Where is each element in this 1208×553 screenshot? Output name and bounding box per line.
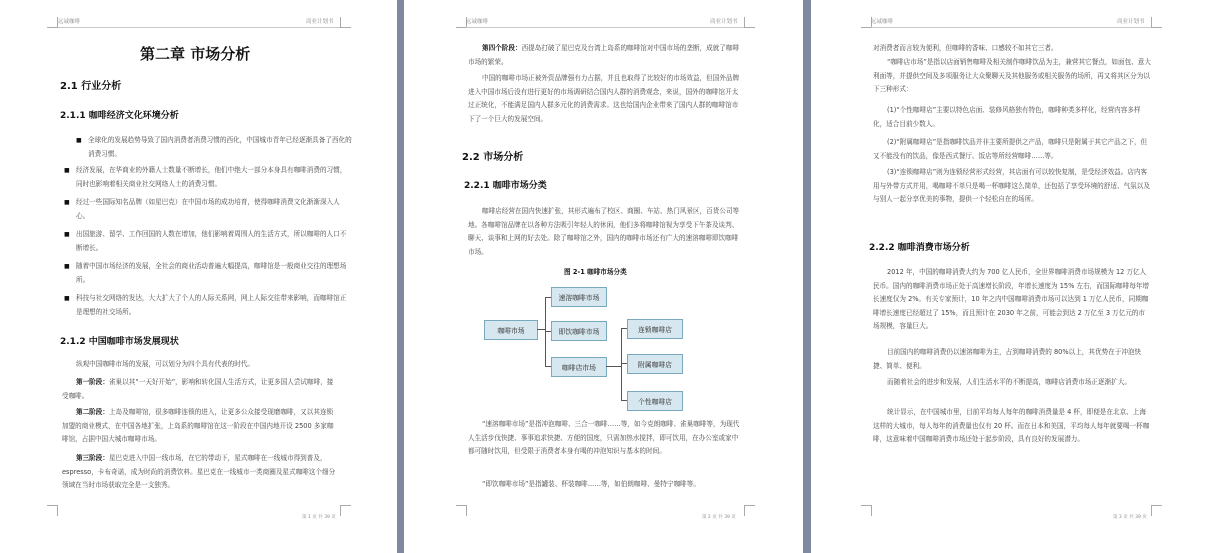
page-header-left: 远诚咖啡 — [466, 19, 489, 25]
paragraph: 而随着社会的进步和发展，人们生活水平的不断提高，咖啡店消费市场正逐渐扩大。 — [887, 378, 1131, 386]
crop-mark — [861, 505, 872, 516]
subsection-heading: 2.2.1 咖啡市场分类 — [464, 181, 547, 191]
list-item: (1)“个性咖啡店”主要以特色店面、装修风格独有特色，咖啡种类多样化，经营内容多样化，适合目前少数人。 — [873, 106, 1141, 128]
crop-mark — [47, 17, 58, 28]
header-rule — [58, 27, 340, 28]
subsection-heading: 2.2.2 咖啡消费市场分析 — [869, 243, 970, 253]
document-page-2[interactable] — [404, 0, 803, 553]
page-gap — [397, 0, 404, 553]
header-rule — [871, 27, 1151, 28]
paragraph — [62, 452, 338, 493]
crop-mark — [340, 505, 351, 516]
page-header-left: 远诚咖啡 — [58, 19, 81, 25]
chapter-title: 第二章 市场分析 — [140, 45, 251, 63]
stage-label: 第四个阶段： — [482, 44, 522, 52]
diagram-node-independent: 个性咖啡店 — [627, 391, 683, 411]
page-footer: 第 3 页 共 39 页 — [1113, 515, 1147, 520]
section-heading: 2.2 市场分析 — [462, 152, 524, 163]
stage-text: 星巴克进入中国一线市场，在它的带动下，星式咖啡在一线城市得到普及，espresso，卡布奇诺，成为时尚的消费饮料。星巴克在一线城市一类商圈及星式咖啡这个细分领域在当时市场获取完全是一支独秀。 — [62, 454, 336, 490]
paragraph: “即饮咖啡市场”是指罐装、杯装咖啡……等，如伯朗咖啡、曼特宁咖啡等。 — [482, 480, 700, 488]
paragraph: 纵观中国咖啡市场的发展，可以划分为四个具有代表的时代。 — [76, 360, 255, 368]
paragraph: 统计显示，在中国城市里，目前平均每人每年的咖啡消费量是 4 杯，即便是在北京、上海这样的大城市，每人每年的消费量也仅有 20 杯。而在日本和美国，平均每人每年就要喝一杯咖啡，这意味着中国咖啡消费市场还处于起步阶段，具有良好的发展潜力。 — [873, 408, 1150, 444]
paragraph: “速溶咖啡市场”是指冲泡咖啡、三合一咖啡……等，如今克朗咖啡、雀巢咖啡等，为现代人生活步伐快捷、事事追求快捷、方便的国度，只需加热水搅拌，即可饮用，在办公室或家中都可随时饮用，但受限于消费者本身有喝的冲泡知识与基本的时间。 — [468, 420, 740, 456]
paragraph: 对消费者而言较为便利，但咖啡的香味、口感较不如其它三者。 — [873, 44, 1058, 52]
page-header-left: 远诚咖啡 — [871, 19, 894, 25]
figure-caption: 图 2-1 咖啡市场分类 — [564, 268, 627, 276]
crop-mark — [47, 505, 58, 516]
crop-mark — [744, 505, 755, 516]
paragraph: 2012 年，中国的咖啡消费大约为 700 亿人民币，全世界咖啡消费市场规模为 12 万亿人民币。国内的咖啡消费市场正处于高速增长阶段，年增长速度为 15% 左右，而国际咖啡每年增长速度仅为 2%。有关专家预计，10 年之内中国咖啡消费市场可以达到 1 万亿人民币，同期咖啡增长速度已经超过了 15%，而且预计在 2030 年之前，可能会到达 2 万亿至 3 万亿元的市场规模，容量巨大。 — [873, 268, 1150, 331]
diagram-node-chain: 连锁咖啡店 — [627, 319, 683, 339]
diagram-node-attached: 附属咖啡店 — [627, 354, 683, 374]
paragraph — [62, 376, 338, 403]
diagram-node-ready-to-drink: 即饮咖啡市场 — [551, 321, 607, 341]
document-page-1[interactable] — [0, 0, 397, 553]
paragraph — [62, 406, 338, 447]
bullet-item: ■ 科技与社交网络的发达，大大扩大了个人的人际关系网，网上人际交往带来影响，而咖啡馆正是理想的社交场所。 — [62, 292, 352, 319]
diagram-connector — [545, 297, 546, 367]
paragraph: “咖啡店市场”是指以店面销售咖啡及相关制作咖啡饮品为主，兼营其它餐点，如面包、意大利面等，并提供空间及多项服务让大众聚聊天及其他服务或相关服务的场所，再又将其区分为以下三种形式： — [873, 58, 1151, 94]
paragraph: 中国的咖啡市场正被外资品牌强有力占据，并且也取得了比较好的市场效益，但国外品牌进入中国市场后没有进行更好的市场调研结合国内人群的消费观念，来说，国外的咖啡馆开太过正统化，不能满足国内人群多元化的消费需求。这也给国内企业带来了国内人群的咖啡馆市下了一个巨大的发展空间。 — [468, 74, 740, 123]
bullet-item: ■ 全球化的发展趋势导致了国内消费者消费习惯的西化，中国城市青年已经逐渐具备了西化的消费习惯。 — [74, 134, 352, 161]
crop-mark — [1151, 17, 1162, 28]
diagram-connector — [537, 329, 545, 330]
crop-mark — [1151, 505, 1162, 516]
paragraph: 目前国内的咖啡消费仍以速溶咖啡为主，占到咖啡消费的 80%以上，其优势在于冲泡快捷、简单、便利。 — [873, 348, 1142, 370]
bullet-item: ■ 出国旅游、留学、工作回国的人数在增加，他们影响着周围人的生活方式，所以咖啡的人口不断增长。 — [62, 228, 352, 255]
paragraph: 咖啡店经营在国内快速扩张，其形式遍布了校区、商圈、车站、热门风景区，百货公司等地。各咖啡馆品牌在以各种方法吸引年轻人的休闲，他们多将咖啡馆视为享受下午茶及谈判、聊天、谈事和上网的好去处。除了咖啡馆之外，国内的咖啡市场还有广大的速溶咖啡即饮咖啡市场。 — [468, 207, 740, 256]
page-header-right: 商业计划书 — [1117, 19, 1145, 25]
document-page-3[interactable] — [811, 0, 1208, 553]
diagram-connector — [621, 328, 622, 401]
stage-label: 第三阶段： — [76, 454, 109, 462]
diagram-root-node: 咖啡市场 — [484, 320, 538, 340]
page-header-right: 商业计划书 — [306, 19, 334, 25]
stage-text: 雀巢以其“一天好开始”，影响和转化国人生活方式，让更多国人尝试咖啡，接受咖啡。 — [62, 378, 334, 400]
crop-mark — [456, 505, 467, 516]
subsection-heading: 2.1.2 中国咖啡市场发展现状 — [60, 337, 179, 347]
header-rule — [466, 27, 744, 28]
list-item: (3)“连锁咖啡店”则为连锁经营形式经营，其店面有可以较快复制，是受经济效益。店内客用与外带方式并用，喝咖啡不单只是喝一杯咖啡这么简单，还包括了享受环境的舒适、气氛以及与别人一起分享优美的事物，提供一个轻松自在的场所。 — [873, 168, 1150, 204]
page-header-right: 商业计划书 — [710, 19, 738, 25]
subsection-heading: 2.1.1 咖啡经济文化环境分析 — [60, 111, 179, 121]
page-footer: 第 2 页 共 39 页 — [702, 515, 736, 520]
paragraph — [468, 42, 744, 69]
crop-mark — [340, 17, 351, 28]
diagram-node-coffee-shop: 咖啡店市场 — [551, 357, 607, 377]
stage-label: 第二阶段： — [76, 408, 109, 416]
stage-text: 上岛及咖啡馆，很多咖啡连锁的进入，让更多公众接受现磨咖啡，又以其连锁加盟的商业模式，在中国各地扩张，上岛系的咖啡馆在这一阶段在中国内地开设 2500 多家咖啡馆，占据中国大城市咖啡市场。 — [62, 408, 334, 444]
bullet-item: ■ 随着中国市场经济的发展，全社会的商业活动普遍大幅提高，咖啡馆是一般商业交往的理想场所。 — [62, 260, 352, 287]
page-gap — [803, 0, 811, 553]
stage-label: 第一阶段： — [76, 378, 109, 386]
bullet-item: ■ 经过一些国际知名品牌（如星巴克）在中国市场的成功培育，使得咖啡消费文化渐渐深入人心。 — [62, 196, 352, 223]
diagram-connector — [606, 366, 621, 367]
stage-text: 西提岛打破了星巴克及台湾上岛系的咖啡馆对中国市场的垄断，成就了咖啡市场的繁荣。 — [468, 44, 740, 66]
diagram-node-instant: 速溶咖啡市场 — [551, 287, 607, 307]
list-item: (2)“附属咖啡店”是指咖啡饮品并非主要所提供之产品，咖啡只是附属于其它产品之下，但又不能没有的饮品，像是西式餐厅、饭店等所经营咖啡……等。 — [873, 138, 1148, 160]
section-heading: 2.1 行业分析 — [60, 81, 122, 92]
crop-mark — [744, 17, 755, 28]
page-footer: 第 1 页 共 39 页 — [302, 515, 336, 520]
bullet-item: ■ 经济发展，在华商业的外籍人士数量不断增长，他们中绝大一部分本身具有咖啡消费的习惯，同时也影响着相关商业社交网络人士的消费习惯。 — [62, 164, 352, 191]
